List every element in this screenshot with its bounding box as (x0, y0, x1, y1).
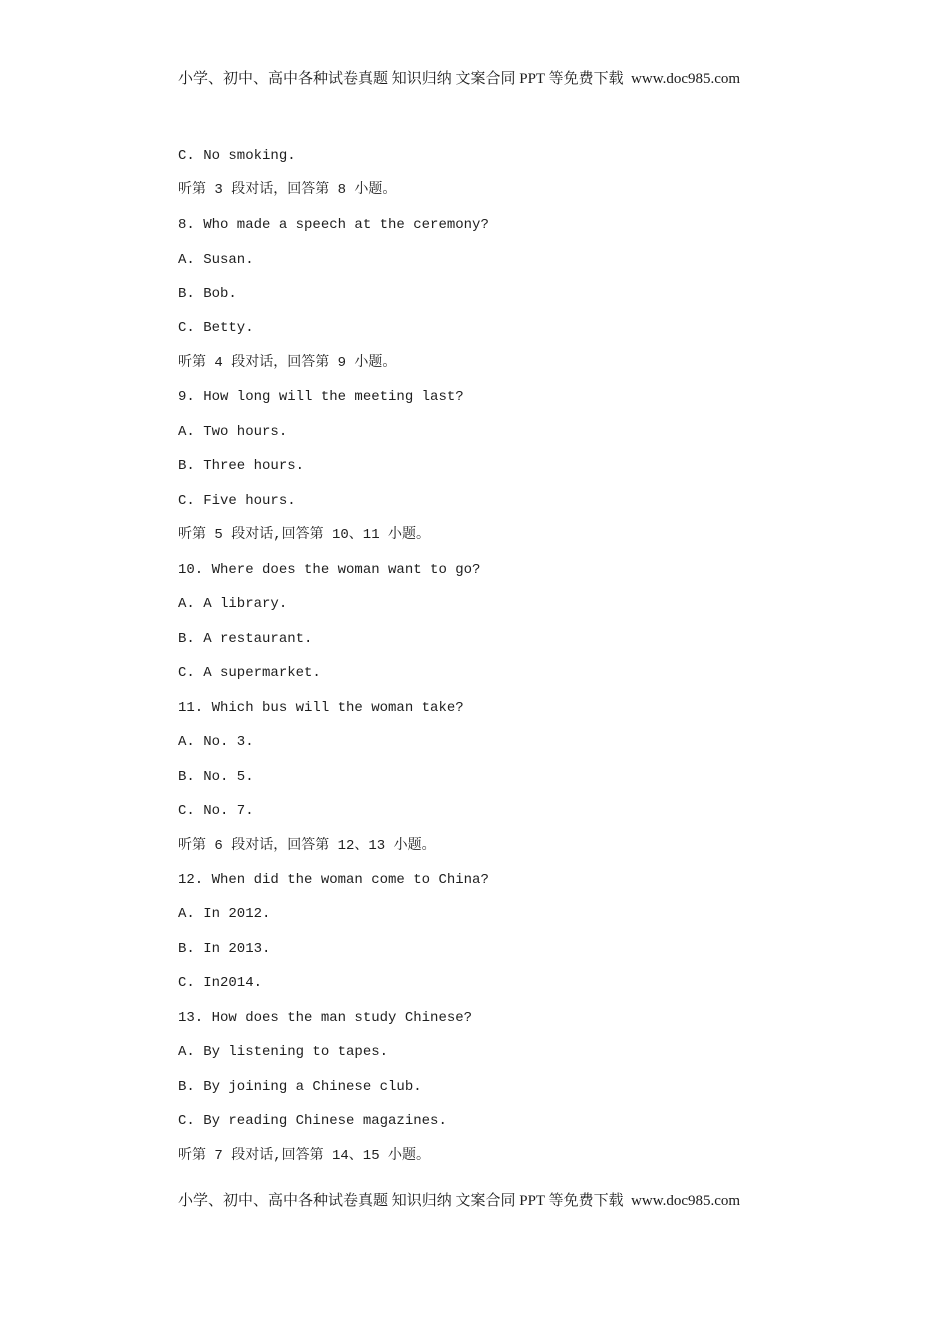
option-line: C. No. 7. (178, 803, 254, 819)
option-line: A. A library. (178, 596, 288, 612)
option-line: C. By reading Chinese magazines. (178, 1113, 447, 1129)
question-line: 13. How does the man study Chinese? (178, 1010, 473, 1026)
question-line: 8. Who made a speech at the ceremony? (178, 217, 489, 233)
option-line: A. By listening to tapes. (178, 1044, 389, 1060)
section-instruction: 听第 4 段对话，回答第 9 小题。 (178, 355, 397, 371)
page-header: 小学、初中、高中各种试卷真题 知识归纳 文案合同 PPT 等免费下载 www.doc985.com (178, 71, 741, 87)
section-instruction: 听第 7 段对话,回答第 14、15 小题。 (178, 1148, 431, 1164)
option-line: B. In 2013. (178, 941, 271, 957)
option-line: B. By joining a Chinese club. (178, 1079, 422, 1095)
question-line: 10. Where does the woman want to go? (178, 562, 481, 578)
option-line: C. Five hours. (178, 493, 296, 509)
option-line: B. Three hours. (178, 458, 305, 474)
section-instruction: 听第 6 段对话，回答第 12、13 小题。 (178, 838, 436, 854)
option-line: A. Susan. (178, 252, 254, 268)
option-line: B. Bob. (178, 286, 237, 302)
option-line: B. A restaurant. (178, 631, 313, 647)
option-line: C. In2014. (178, 975, 263, 991)
section-instruction: 听第 3 段对话，回答第 8 小题。 (178, 182, 397, 198)
option-line: C. A supermarket. (178, 665, 321, 681)
option-line: A. No. 3. (178, 734, 254, 750)
section-instruction: 听第 5 段对话,回答第 10、11 小题。 (178, 527, 431, 543)
page-footer: 小学、初中、高中各种试卷真题 知识归纳 文案合同 PPT 等免费下载 www.doc985.com (178, 1193, 741, 1209)
question-line: 12. When did the woman come to China? (178, 872, 489, 888)
option-line: A. Two hours. (178, 424, 288, 440)
option-line: A. In 2012. (178, 906, 271, 922)
question-line: 11. Which bus will the woman take? (178, 700, 464, 716)
option-line: C. No smoking. (178, 148, 296, 164)
option-line: C. Betty. (178, 320, 254, 336)
option-line: B. No. 5. (178, 769, 254, 785)
question-line: 9. How long will the meeting last? (178, 389, 464, 405)
